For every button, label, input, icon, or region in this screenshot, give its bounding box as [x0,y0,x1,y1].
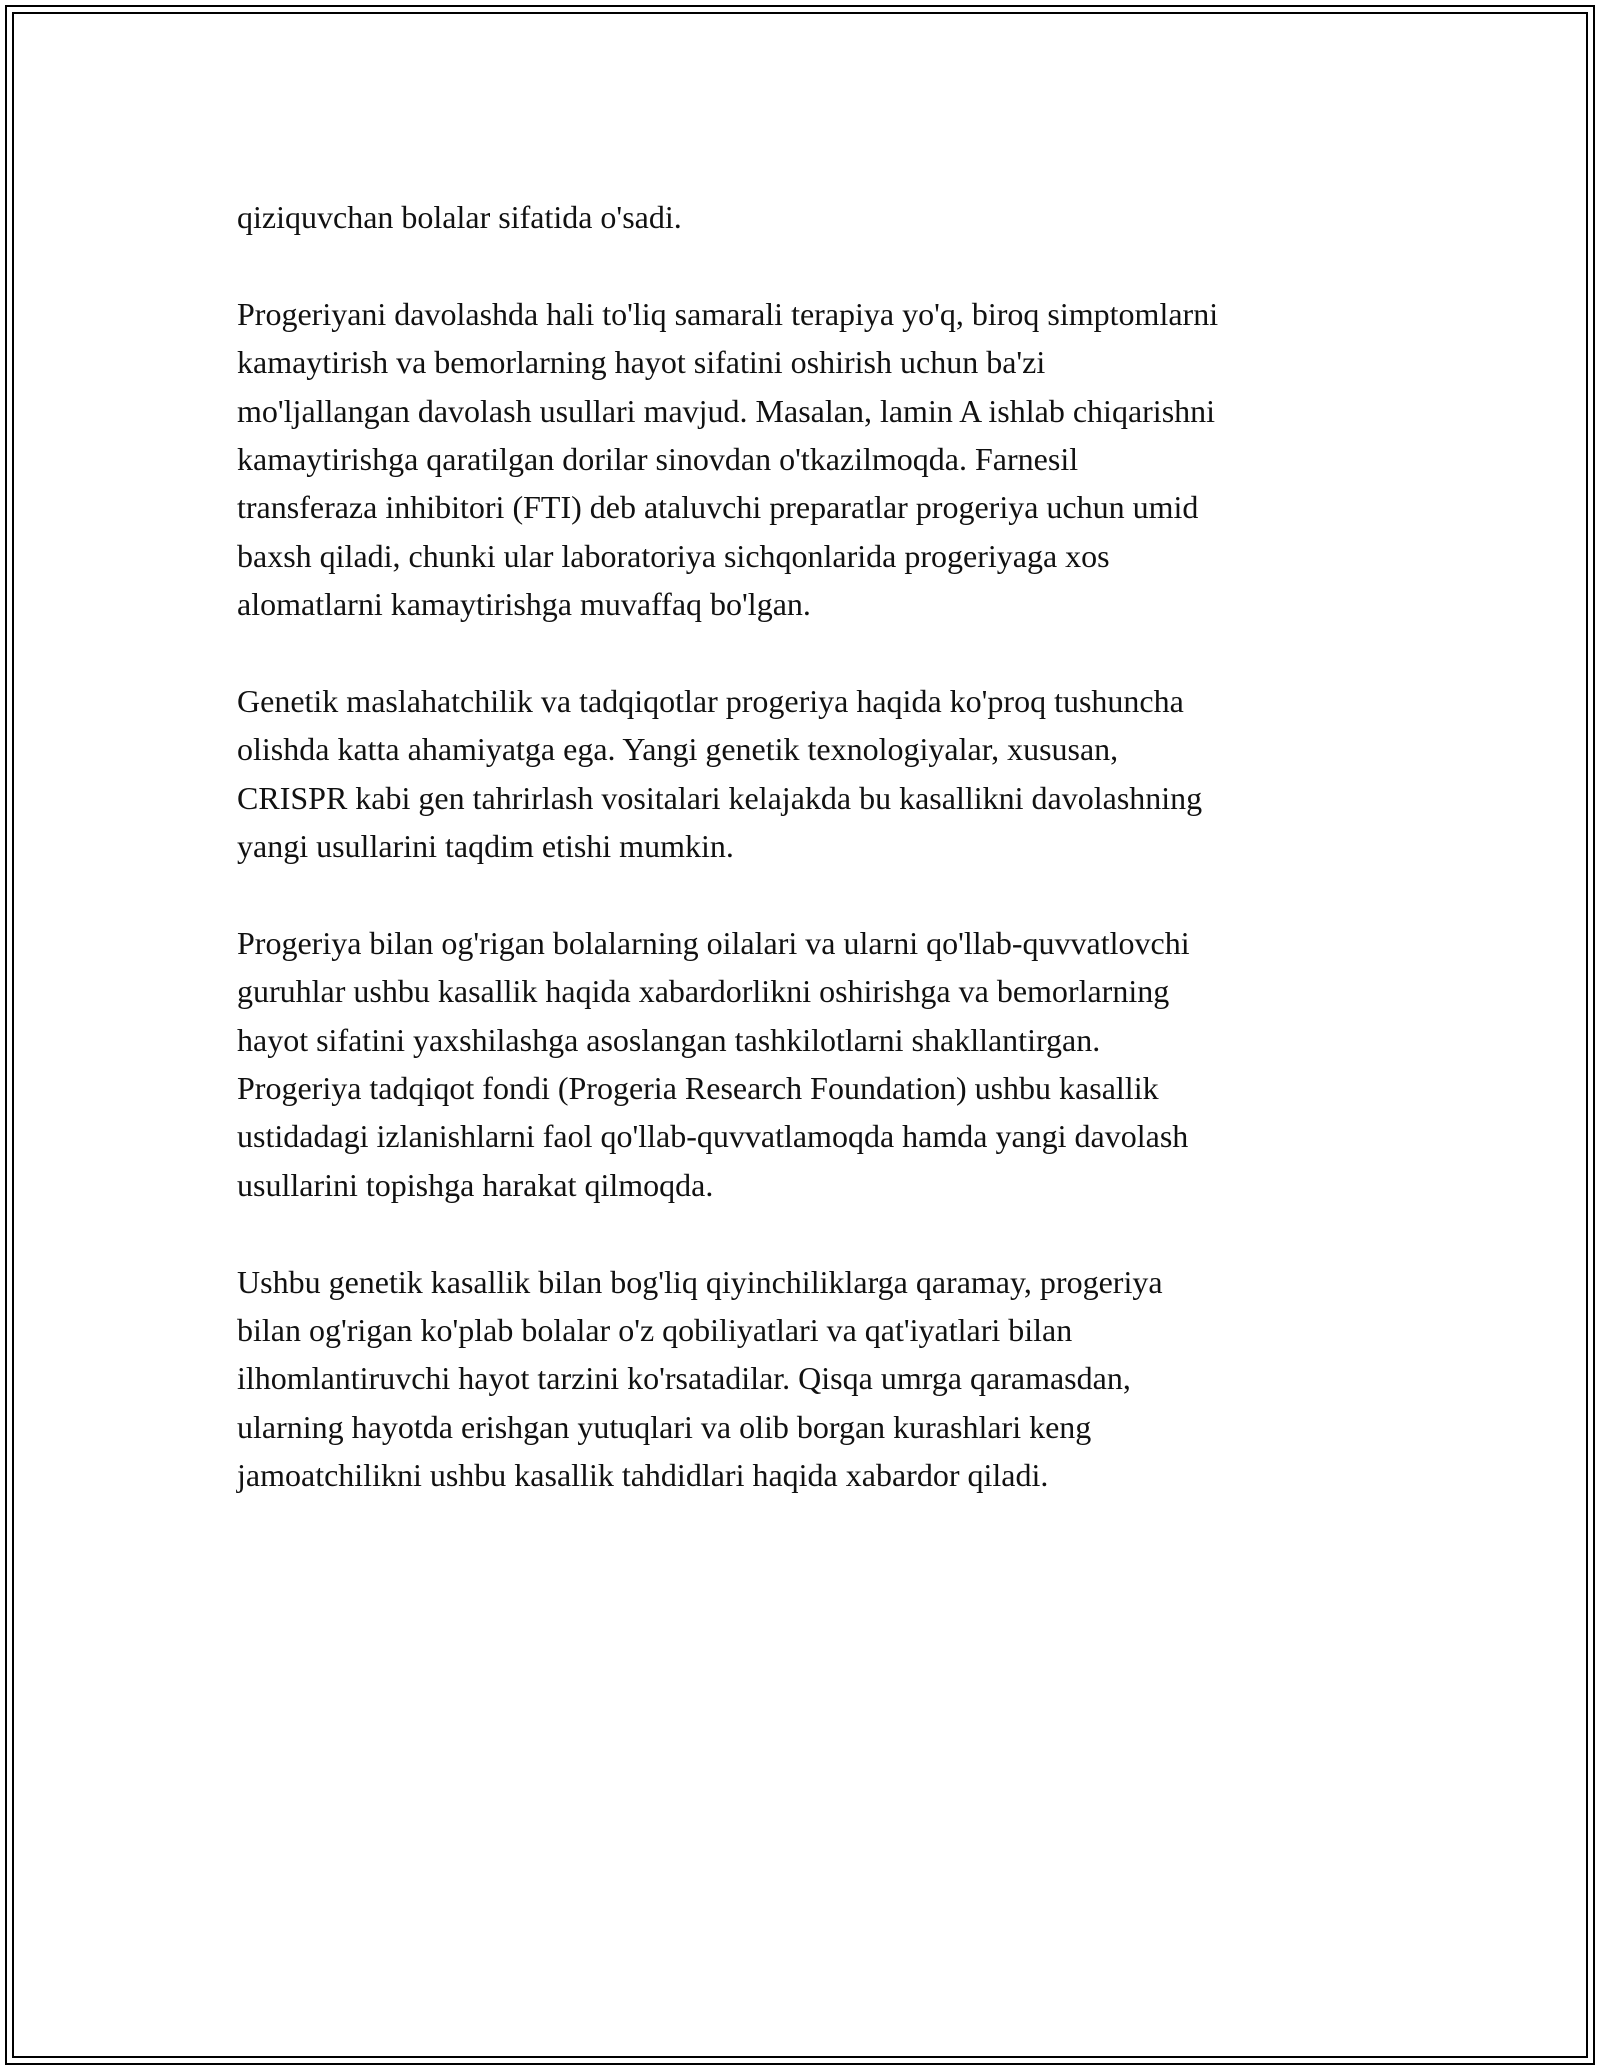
text-line: mo'ljallangan davolash usullari mavjud. Masalan, lamin A ishlab chiqarishni [237,392,1216,429]
paragraph-1 [237,193,1397,241]
text-line: usullarini topishga harakat qilmoqda. [237,1166,714,1203]
paragraph-gap [237,629,1397,677]
text-line: jamoatchilikni ushbu kasallik tahdidlari haqida xabardor qiladi. [237,1457,1049,1494]
text-line: ilhomlantiruvchi hayot tarzini ko'rsatadilar. Qisqa umrga qaramasdan, [237,1360,1131,1397]
paragraph-gap [237,1209,1397,1257]
text-line: CRISPR kabi gen tahrirlash vositalari kelajakda bu kasallikni davolashning [237,779,1203,816]
paragraph-5 [237,1258,1397,1500]
text-line: kamaytirishga qaratilgan dorilar sinovdan o'tkazilmoqda. Farnesil [237,440,1079,477]
text-line: Progeriyani davolashda hali to'liq samarali terapiya yo'q, biroq simptomlarni [237,295,1219,332]
text-line: kamaytirish va bemorlarning hayot sifatini oshirish uchun ba'zi [237,344,1046,381]
text-line: baxsh qiladi, chunki ular laboratoriya sichqonlarida progeriyaga xos [237,537,1110,574]
text-line: ularning hayotda erishgan yutuqlari va olib borgan kurashlari keng [237,1408,1092,1445]
paragraph-gap [237,870,1397,918]
text-line: alomatlarni kamaytirishga muvaffaq bo'lgan. [237,586,811,623]
page-frame [5,5,1595,2065]
text-line: qiziquvchan bolalar sifatida o'sadi. [237,199,682,235]
text-line: Progeriya tadqiqot fondi (Progeria Research Foundation) ushbu kasallik [237,1070,1159,1107]
text-line: ustidadagi izlanishlarni faol qo'llab-quvvatlamoqda hamda yangi davolash [237,1118,1189,1155]
text-line: hayot sifatini yaxshilashga asoslangan tashkilotlarni shakllantirgan. [237,1021,1101,1058]
document-body [237,193,1397,1500]
paragraph-2 [237,290,1397,629]
text-line: yangi usullarini taqdim etishi mumkin. [237,828,734,865]
paragraph-3 [237,677,1397,871]
text-line: bilan og'rigan ko'plab bolalar o'z qobiliyatlari va qat'iyatlari bilan [237,1311,1073,1348]
paragraph-4 [237,919,1397,1209]
text-line: Progeriya bilan og'rigan bolalarning oilalari va ularni qo'llab-quvvatlovchi [237,924,1190,961]
text-line: transferaza inhibitori (FTI) deb ataluvchi preparatlar progeriya uchun umid [237,489,1199,526]
text-line: Genetik maslahatchilik va tadqiqotlar progeriya haqida ko'proq tushuncha [237,682,1184,719]
text-line: guruhlar ushbu kasallik haqida xabardorlikni oshirishga va bemorlarning [237,973,1170,1010]
paragraph-gap [237,241,1397,289]
text-line: Ushbu genetik kasallik bilan bog'liq qiyinchiliklarga qaramay, progeriya [237,1263,1163,1300]
text-line: olishda katta ahamiyatga ega. Yangi genetik texnologiyalar, xususan, [237,731,1119,768]
